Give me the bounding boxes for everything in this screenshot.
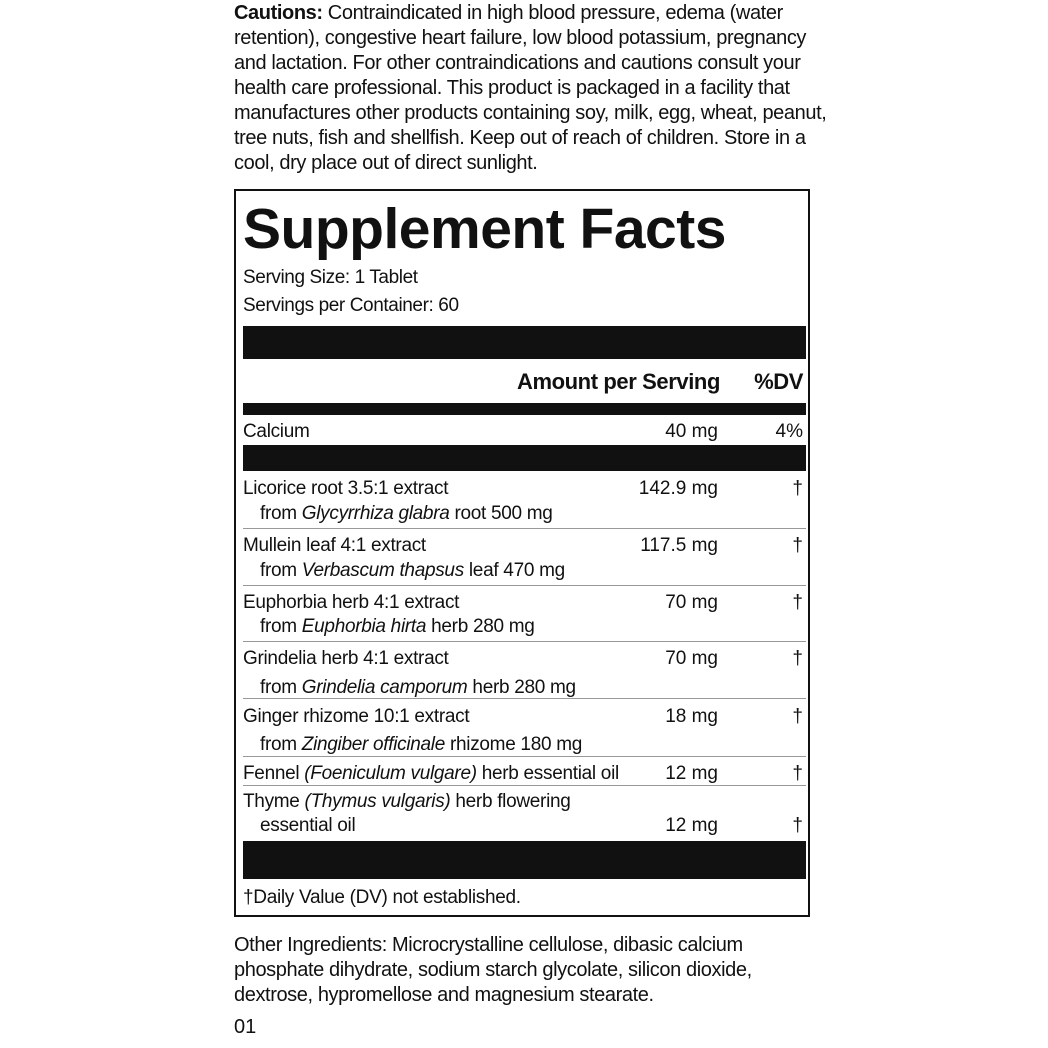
thyme-dv: †: [792, 815, 803, 836]
row-rule: [243, 756, 806, 757]
fennel-amount: 12 mg: [665, 763, 718, 784]
cautions-paragraph: [234, 1, 834, 176]
item-name: Euphorbia herb 4:1 extract: [243, 592, 460, 613]
divider-bar: [243, 403, 806, 415]
divider-bar: [243, 445, 806, 471]
row-rule: [243, 528, 806, 529]
cautions-label: Cautions:: [234, 2, 323, 24]
item-name: Ginger rhizome 10:1 extract: [243, 706, 470, 727]
item-source: from Verbascum thapsus leaf 470 mg: [260, 560, 565, 581]
label-code: 01: [234, 1016, 257, 1038]
item-source: from Zingiber officinale rhizome 180 mg: [260, 734, 583, 755]
cautions-text: Contraindicated in high blood pressure, edema (water retention), congestive heart failure, low blood potassium, pregnancy and lactation. For other contraindications and cautions consult your health care professional. This product is packaged in a facility that manufactures other products containing soy, milk, egg, wheat, peanut, tree nuts, fish and shellfish. Keep out of reach of children. Store in a cool, dry place out of direct sunlight.: [234, 2, 827, 174]
supplement-facts-panel: [234, 189, 810, 917]
item-amount: 70 mg: [665, 648, 718, 669]
item-dv: †: [792, 535, 803, 556]
calcium-amount: 40 mg: [665, 421, 718, 442]
item-name: Mullein leaf 4:1 extract: [243, 535, 426, 556]
divider-bar: [243, 841, 806, 879]
header-amount: Amount per Serving: [516, 369, 720, 394]
item-source: from Euphorbia hirta herb 280 mg: [260, 616, 535, 637]
thyme-amount: 12 mg: [665, 815, 718, 836]
thyme-line2: essential oil: [260, 815, 356, 836]
item-dv: †: [792, 592, 803, 613]
item-amount: 70 mg: [665, 592, 718, 613]
item-dv: †: [792, 648, 803, 669]
item-dv: †: [792, 478, 803, 499]
item-source: from Grindelia camporum herb 280 mg: [260, 677, 576, 698]
item-amount: 142.9 mg: [638, 478, 718, 499]
dv-footnote: †Daily Value (DV) not established.: [243, 887, 521, 908]
divider-bar: [243, 326, 806, 359]
item-dv: †: [792, 706, 803, 727]
item-name: Licorice root 3.5:1 extract: [243, 478, 449, 499]
item-source: from Glycyrrhiza glabra root 500 mg: [260, 503, 553, 524]
row-rule: [243, 641, 806, 642]
calcium-dv: 4%: [775, 421, 803, 442]
serving-size: Serving Size: 1 Tablet: [243, 267, 418, 288]
fennel-dv: †: [792, 763, 803, 784]
other-ingredients: Other Ingredients: Microcrystalline cellulose, dibasic calcium phosphate dihydrate, sodium starch glycolate, silicon dioxide, dextrose, hypromellose and magnesium stearate.: [234, 934, 752, 1006]
row-rule: [243, 785, 806, 786]
header-dv: %DV: [754, 369, 803, 394]
item-amount: 18 mg: [665, 706, 718, 727]
item-name: Grindelia herb 4:1 extract: [243, 648, 449, 669]
fennel-name: Fennel (Foeniculum vulgare) herb essential oil: [243, 763, 619, 784]
row-rule: [243, 585, 806, 586]
item-amount: 117.5 mg: [640, 535, 718, 556]
calcium-name: Calcium: [243, 421, 310, 442]
facts-title: Supplement Facts: [243, 197, 726, 261]
row-rule: [243, 698, 806, 699]
servings-per-container: Servings per Container: 60: [243, 295, 459, 316]
thyme-name: Thyme (Thymus vulgaris) herb flowering: [243, 791, 571, 812]
